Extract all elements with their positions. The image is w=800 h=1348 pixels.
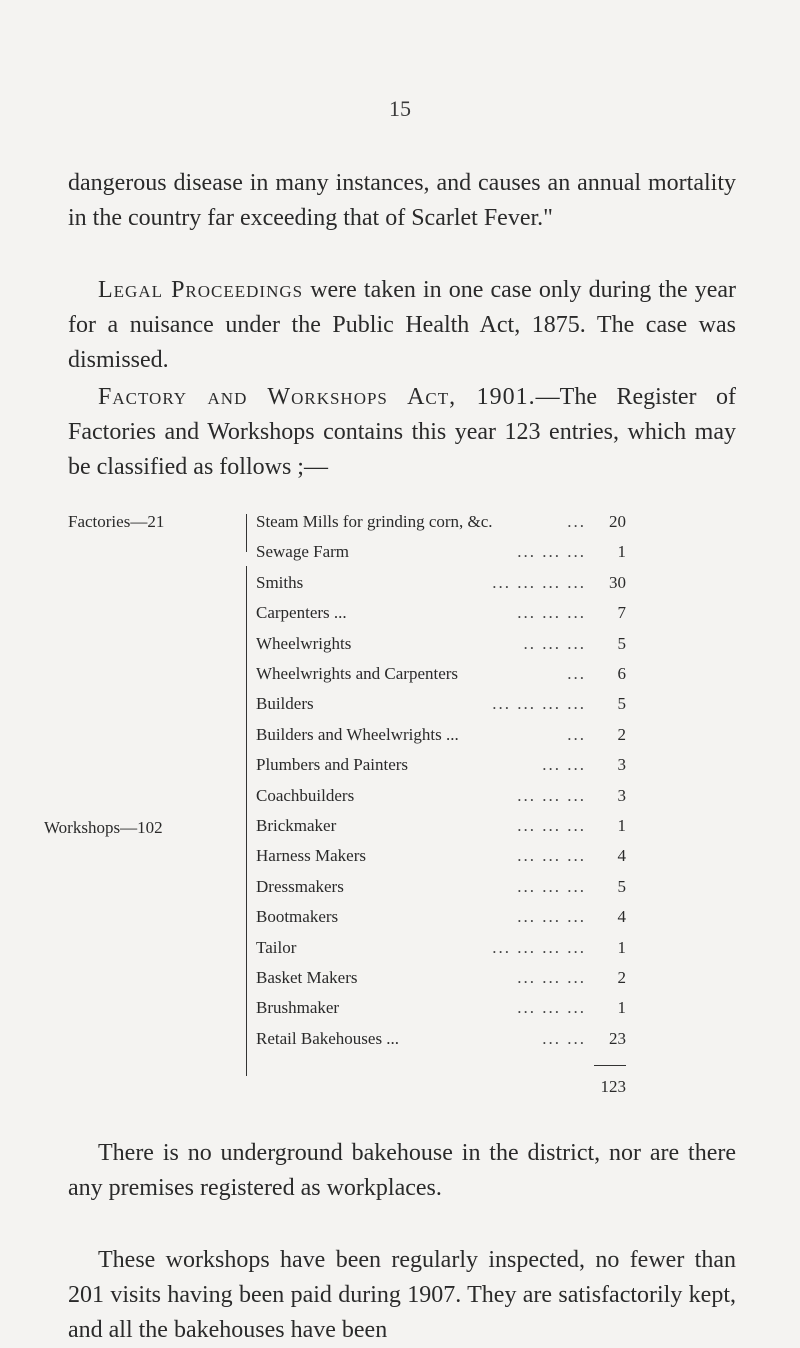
table-row-name: Bootmakers xyxy=(256,907,339,926)
table-row-name: Basket Makers xyxy=(256,968,358,987)
table-row-value: 3 xyxy=(617,786,626,805)
table-row-value: 1 xyxy=(617,938,626,957)
table-row-leader: ... ... ... xyxy=(517,846,586,865)
table-row-leader: ... ... ... xyxy=(517,968,586,987)
table-row-leader: ... xyxy=(567,512,586,531)
table-row-leader: ... xyxy=(567,725,586,744)
table-row-value: 1 xyxy=(617,542,626,561)
table-row-value: 5 xyxy=(617,634,626,653)
table-total: 123 xyxy=(600,1077,626,1096)
table-row-value: 20 xyxy=(609,512,626,531)
table-row-leader: .. ... ... xyxy=(523,634,586,653)
table-row-leader: ... ... ... ... xyxy=(492,694,586,713)
table-row-leader: ... ... ... ... xyxy=(492,573,586,592)
table-row-value: 3 xyxy=(617,755,626,774)
table-row-value: 1 xyxy=(617,998,626,1017)
table-row-leader: ... ... xyxy=(542,1029,586,1048)
table-row-leader: ... ... ... xyxy=(517,786,586,805)
table-row-name: Harness Makers xyxy=(256,846,366,865)
workshops-label: Workshops—102 xyxy=(44,818,163,837)
table-row-name: Steam Mills for grinding corn, &c. xyxy=(256,512,493,531)
table-row-value: 6 xyxy=(617,664,626,683)
table-row-name: Brushmaker xyxy=(256,998,340,1017)
table-row-leader: ... ... ... xyxy=(517,816,586,835)
table-row-leader: ... ... xyxy=(542,755,586,774)
table-row-name: Coachbuilders xyxy=(256,786,355,805)
paragraph-text: These workshops have been regularly inspected, no fewer than 201 visits having been paid during 1907. They are satisfactorily kept, and all the bakehouses have been xyxy=(68,1247,736,1343)
paragraph-text: There is no underground bakehouse in the district, nor are there any premises registered as workplaces. xyxy=(68,1140,736,1201)
table-row-value: 2 xyxy=(617,725,626,744)
total-rule xyxy=(594,1065,626,1066)
table-row-leader: ... xyxy=(567,664,586,683)
paragraph-bakehouse xyxy=(68,1136,736,1206)
table-row-leader: ... ... ... ... xyxy=(492,938,586,957)
table-row-value: 7 xyxy=(617,603,626,622)
table-row-name: Carpenters ... xyxy=(256,603,347,622)
section-heading: Legal Proceedings xyxy=(98,277,304,303)
table-row-value: 5 xyxy=(617,694,626,713)
table-row-name: Smiths xyxy=(256,573,304,592)
table-row-name: Plumbers and Painters xyxy=(256,755,409,774)
factories-label: Factories—21 xyxy=(68,512,165,531)
table-row-leader: ... ... ... xyxy=(517,542,586,561)
page-number: 15 xyxy=(389,96,411,121)
table-row-name: Retail Bakehouses ... xyxy=(256,1029,400,1048)
table-row-name: Wheelwrights xyxy=(256,634,352,653)
table-row-name: Tailor xyxy=(256,938,297,957)
table-row-value: 5 xyxy=(617,877,626,896)
table-row-value: 1 xyxy=(617,816,626,835)
table-row-value: 4 xyxy=(617,907,626,926)
table-row-leader: ... ... ... xyxy=(517,907,586,926)
table-row-name: Brickmaker xyxy=(256,816,337,835)
table-row-value: 23 xyxy=(609,1029,626,1048)
table-row-leader: ... ... ... xyxy=(517,998,586,1017)
table-row-leader: ... ... ... xyxy=(517,877,586,896)
table-row-name: Builders xyxy=(256,694,314,713)
table-row-name: Sewage Farm xyxy=(256,542,350,561)
table-row-value: 2 xyxy=(617,968,626,987)
paragraph-text: dangerous disease in many instances, and causes an annual mortality in the country far exceeding that of Scarlet Fever." xyxy=(68,170,736,231)
paragraph-text: were taken in one case only during the year for a nuisance under the Public Health Act, 1875. The case was dismissed. xyxy=(68,277,737,373)
table-row-leader: ... ... ... xyxy=(517,603,586,622)
table-row-value: 4 xyxy=(617,846,626,865)
section-heading: Factory and Workshops Act, 1901. xyxy=(98,384,536,410)
factories-brace xyxy=(246,514,247,552)
workshops-brace xyxy=(246,566,247,1076)
table-row-name: Dressmakers xyxy=(256,877,344,896)
table-row-value: 30 xyxy=(609,573,626,592)
table-row-name: Builders and Wheelwrights ... xyxy=(256,725,459,744)
table-row-name: Wheelwrights and Carpenters xyxy=(256,664,459,683)
paragraph-text: —The Register of Factories and Workshops contains this year 123 entries, which may be classified as follows ;— xyxy=(68,384,736,480)
paragraph-inspections xyxy=(68,1243,736,1348)
